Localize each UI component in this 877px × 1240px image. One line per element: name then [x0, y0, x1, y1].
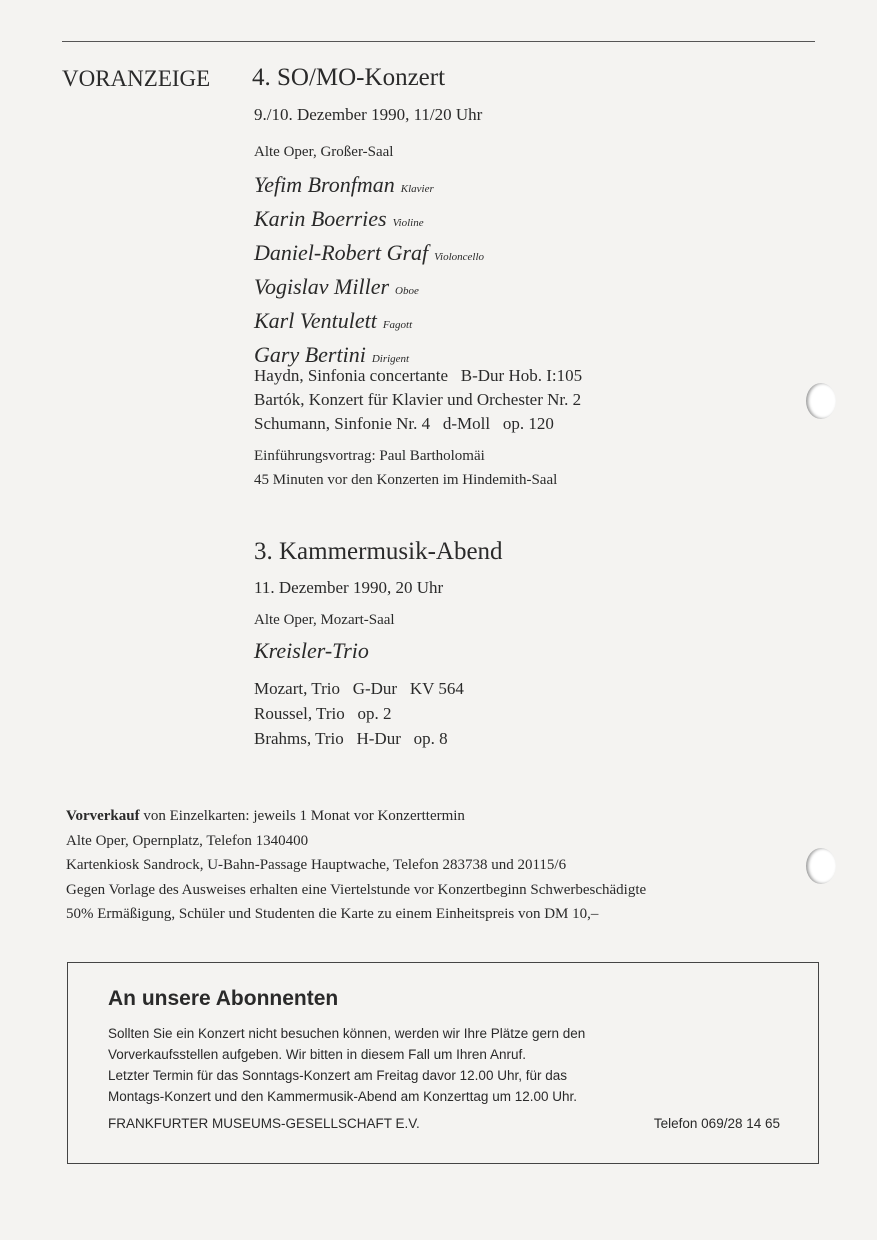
concert2-title: 3. Kammermusik-Abend	[254, 538, 503, 565]
performer	[254, 306, 484, 340]
performer-instrument: Oboe	[395, 285, 419, 297]
performer-name: Gary Bertini	[254, 342, 366, 367]
performer-name: Karin Boerries	[254, 206, 387, 231]
notice-body	[108, 1023, 585, 1107]
performer-instrument: Violine	[392, 217, 424, 229]
program-item: Mozart, Trio G-Dur KV 564	[254, 679, 464, 698]
performer	[254, 170, 484, 204]
punch-hole	[806, 848, 836, 884]
performer-name: Yefim Bronfman	[254, 172, 395, 197]
concert1-venue: Alte Oper, Großer-Saal	[254, 144, 394, 160]
notice-line: Sollten Sie ein Konzert nicht besuchen können, werden wir Ihre Plätze gern den	[108, 1026, 586, 1041]
concert2-date: 11. Dezember 1990, 20 Uhr	[254, 578, 444, 597]
intro-line: Einführungsvortrag: Paul Bartholomäi	[254, 448, 485, 464]
notice-phone: Telefon 069/28 14 65	[653, 1116, 780, 1131]
program-item: Bartók, Konzert für Klavier und Orchester Nr. 2	[254, 390, 582, 409]
notice-title: An unsere Abonnenten	[108, 987, 339, 1010]
performer-instrument: Fagott	[382, 319, 413, 331]
concert1-title: 4. SO/MO-Konzert	[252, 64, 446, 91]
performer-instrument: Violoncello	[434, 251, 485, 263]
notice-line: Montags-Konzert und den Kammermusik-Abend am Konzerttag um 12.00 Uhr.	[108, 1089, 577, 1104]
intro-line: 45 Minuten vor den Konzerten im Hindemith-Saal	[254, 472, 558, 488]
performer-name: Vogislav Miller	[254, 274, 390, 299]
sales-line: Gegen Vorlage des Ausweises erhalten eine Viertelstunde vor Konzertbeginn Schwerbeschädigte	[66, 881, 647, 898]
sales-line	[66, 804, 646, 829]
performer-instrument: Klavier	[400, 183, 434, 195]
notice-line: Letzter Termin für das Sonntags-Konzert am Freitag davor 12.00 Uhr, für das	[108, 1068, 567, 1083]
performer-instrument: Dirigent	[371, 353, 410, 365]
concert1-program	[254, 364, 582, 436]
punch-hole	[806, 383, 836, 419]
performer-name: Karl Ventulett	[254, 308, 377, 333]
performer	[254, 272, 484, 306]
notice-line: Vorverkaufsstellen aufgeben. Wir bitten in diesem Fall um Ihren Anruf.	[108, 1047, 526, 1062]
preview-label: VORANZEIGE	[62, 66, 211, 91]
sales-line: Kartenkiosk Sandrock, U-Bahn-Passage Hauptwache, Telefon 283738 und 20115/6	[66, 857, 567, 873]
performer-name: Daniel-Robert Graf	[254, 240, 429, 265]
ticket-sales	[66, 804, 646, 927]
concert2-ensemble: Kreisler-Trio	[254, 638, 369, 663]
sales-heading: Vorverkauf	[66, 808, 140, 824]
program-item: Brahms, Trio H-Dur op. 8	[254, 729, 448, 748]
concert2-venue: Alte Oper, Mozart-Saal	[254, 612, 395, 628]
performer-list	[254, 170, 484, 374]
concert2-program	[254, 676, 464, 751]
notice-org: FRANKFURTER MUSEUMS-GESELLSCHAFT E.V.	[108, 1116, 420, 1131]
sales-text: von Einzelkarten: jeweils 1 Monat vor Konzerttermin	[143, 808, 465, 824]
sales-line: 50% Ermäßigung, Schüler und Studenten die Karte zu einem Einheitspreis von DM 10,–	[66, 906, 599, 922]
subscriber-notice-box	[67, 962, 819, 1164]
concert1-intro	[254, 444, 557, 492]
top-rule	[62, 41, 815, 42]
concert1-date: 9./10. Dezember 1990, 11/20 Uhr	[254, 105, 483, 124]
program-item: Haydn, Sinfonia concertante B-Dur Hob. I:105	[254, 366, 583, 385]
performer	[254, 204, 484, 238]
program-item: Roussel, Trio op. 2	[254, 704, 392, 723]
sales-line: Alte Oper, Opernplatz, Telefon 1340400	[66, 832, 309, 849]
performer	[254, 238, 484, 272]
program-item: Schumann, Sinfonie Nr. 4 d-Moll op. 120	[254, 414, 554, 433]
